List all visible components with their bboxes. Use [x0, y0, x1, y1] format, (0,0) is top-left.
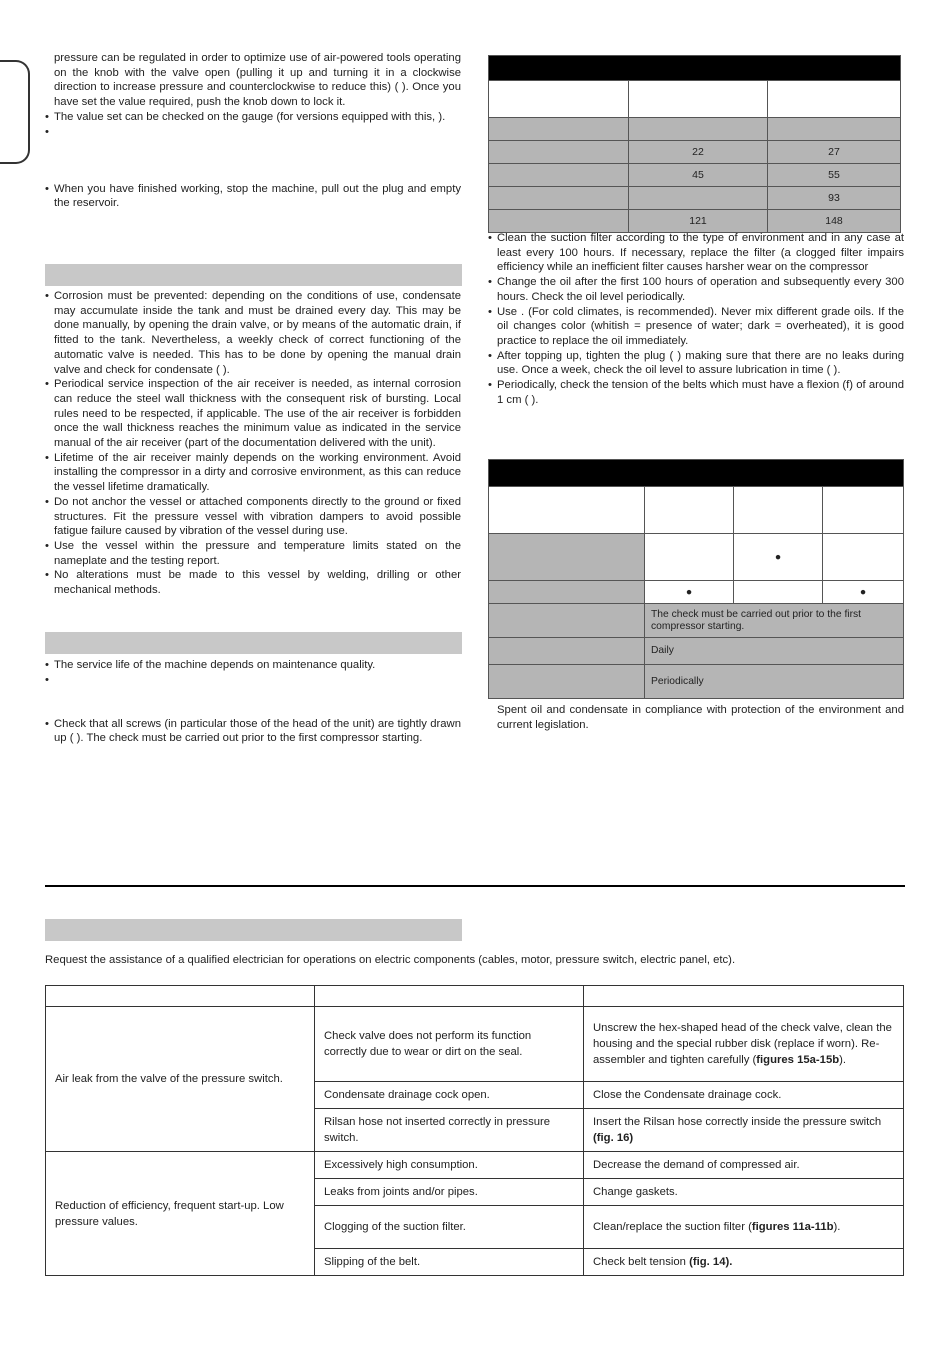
remedy-cell: Close the Condensate drainage cock. [584, 1082, 904, 1109]
list-item: • After topping up, tighten the plug ( ) making sure that there are no leaks during use. Once a week, check the oil level to assure lubrication in time ( ). [488, 349, 904, 378]
list-item: • Use . (For cold climates, is recommended). Never mix different grade oils. If the oil changes color (whitish = presence of water; dark = overheated), it is good practice to replace the oil immediately. [488, 305, 904, 349]
cause-cell: Clogging of the suction filter. [315, 1206, 584, 1249]
pressure-paragraph: pressure can be regulated in order to optimize use of air-powered tools operating on the knob with the valve open (pulling it up and turning it in a clockwise direction to increase pressure and counterclockwise to reduce this) ( ). Once you have set the value required, push the knob down to lock it. [54, 52, 461, 109]
list-item: • Periodically, check the tension of the belts which must have a flexion (f) of around 1 cm ( ). [488, 378, 904, 407]
cause-cell: Check valve does not perform its function correctly due to wear or dirt on the seal. [315, 1007, 584, 1082]
table-row [489, 118, 901, 141]
gauge-bullet: • The value set can be checked on the gauge (for versions equipped with this, ). [45, 110, 461, 125]
table-row: 93 [489, 187, 901, 210]
list-item: • Clean the suction filter according to the type of environment and in any case at least every 100 hours. If necessary, replace the filter (a clogged filter impairs efficiency while an inefficient filter causes harsher wear on the compressor [488, 231, 904, 275]
list-item: • Corrosion must be prevented: depending on the conditions of use, condensate may accumulate inside the tank and must be drained every day. This may be done manually, by opening the drain valve, or by means of the automatic drain, if fitted to the tank. Nevertheless, a weekly check of correct functioning of the automatic valve is needed. This has to be done by opening the manual drain valve and check for condensate ( ). [45, 289, 461, 377]
list-item: • Change the oil after the first 100 hours of operation and subsequently every 300 hours. Check the oil level periodically. [488, 275, 904, 304]
remedy-cell: Change gaskets. [584, 1179, 904, 1206]
interval-note: Daily [645, 638, 904, 665]
section-header-bar [45, 632, 462, 654]
section-header-bar [45, 919, 462, 941]
remedy-cell: Decrease the demand of compressed air. [584, 1152, 904, 1179]
table-row: 121 148 [489, 210, 901, 233]
list-item: • Periodical service inspection of the air receiver is needed, as internal corrosion can reduce the steel wall thickness with the consequent risk of bursting. Local rules need to be respected, if applicable. The use of the air receiver is forbidden once the wall thickness reaches the minimum value as indicated in the service manual of the air receiver (part of the documentation delivered with the unit). [45, 377, 461, 451]
list-item: • Lifetime of the air receiver mainly depends on the working environment. Avoid installing the compressor in a dirty and corrosive environment, as this can reduce the vessel lifetime dramatically. [45, 451, 461, 495]
problem-cell: Air leak from the valve of the pressure switch. [46, 1007, 315, 1152]
interval-dot: ● [823, 581, 904, 604]
remedy-cell: Unscrew the hex-shaped head of the check valve, clean the housing and the special rubber disk (replace if worn). Re-assembler and tighten carefully (figures 15a-15b). [584, 1007, 904, 1082]
cause-cell: Excessively high consumption. [315, 1152, 584, 1179]
electrician-intro: Request the assistance of a qualified electrician for operations on electric components (cables, motor, pressure switch, electric panel, etc). [45, 954, 736, 966]
remedy-cell: Clean/replace the suction filter (figures 11a-11b). [584, 1206, 904, 1249]
table-row: 45 55 [489, 164, 901, 187]
list-item: • The service life of the machine depends on maintenance quality. [45, 658, 461, 673]
list-item: • Do not anchor the vessel or attached components directly to the ground or fixed structures. Fit the pressure vessel with vibration dampers to avoid possible fatigue failure caused by vibration of the vessel during use. [45, 495, 461, 539]
oil-quantity-table [488, 55, 901, 233]
list-item: • Use the vessel within the pressure and temperature limits stated on the nameplate and the testing report. [45, 539, 461, 568]
table-row [46, 1007, 904, 1082]
section-divider [45, 885, 905, 887]
interval-dot: ● [645, 581, 734, 604]
spent-oil-note: Spent oil and condensate in compliance with protection of the environment and current legislation. [497, 704, 904, 731]
receiver-list [45, 289, 461, 598]
interval-note: The check must be carried out prior to the first compressor starting. [645, 604, 904, 638]
finish-bullet: • When you have finished working, stop the machine, pull out the plug and empty the reservoir. [45, 182, 461, 211]
left-column [45, 51, 461, 211]
maintenance-list [45, 658, 461, 746]
interval-dot: ● [734, 534, 823, 581]
list-item: • Check that all screws (in particular those of the head of the unit) are tightly drawn up ( ). The check must be carried out prior to the first compressor starting. [45, 717, 461, 746]
table-row: 22 27 [489, 141, 901, 164]
interval-note: Periodically [645, 665, 904, 699]
list-item [45, 673, 461, 717]
list-item: • No alterations must be made to this vessel by welding, drilling or other mechanical methods. [45, 568, 461, 597]
cause-cell: Leaks from joints and/or pipes. [315, 1179, 584, 1206]
empty-bullet [45, 125, 461, 169]
right-maintenance-list [488, 231, 904, 407]
problem-cell: Reduction of efficiency, frequent start-up. Low pressure values. [46, 1152, 315, 1276]
troubleshooting-table [45, 985, 904, 1276]
cause-cell: Slipping of the belt. [315, 1249, 584, 1276]
table-row [46, 1152, 904, 1179]
table-header [489, 460, 904, 487]
section-header-bar [45, 264, 462, 286]
remedy-cell: Check belt tension (fig. 14). [584, 1249, 904, 1276]
table-header [489, 56, 901, 81]
chapter-tab [0, 60, 30, 164]
remedy-cell: Insert the Rilsan hose correctly inside the pressure switch (fig. 16) [584, 1109, 904, 1152]
maintenance-interval-table [488, 459, 904, 699]
cause-cell: Condensate drainage cock open. [315, 1082, 584, 1109]
cause-cell: Rilsan hose not inserted correctly in pressure switch. [315, 1109, 584, 1152]
